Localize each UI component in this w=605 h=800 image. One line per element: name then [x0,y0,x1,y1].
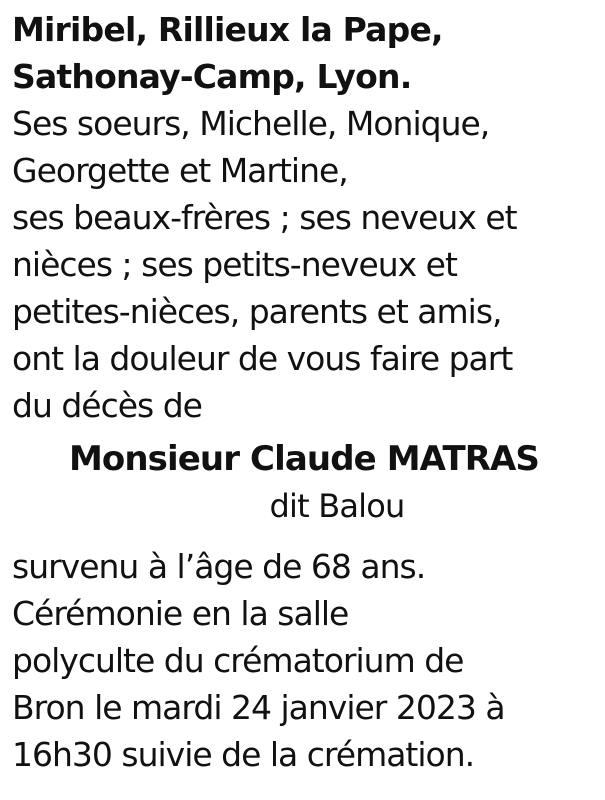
deceased-name: Monsieur Claude MATRAS [68,439,540,479]
details-line: Bron le mardi 24 janvier 2023 à [12,688,505,727]
obituary-notice [12,6,602,778]
family-line: ses beaux-frères ; ses neveux et [12,198,517,237]
details-line: Cérémonie en la salle [12,594,349,633]
deceased-nickname: dit Balou [269,487,405,525]
details-line: 16h30 suivie de la crémation. [12,735,475,774]
family-line: petites-nièces, parents et amis, [12,292,502,331]
family-line: Georgette et Martine, [12,151,348,190]
header-places-line-2: Sathonay-Camp, Lyon. [12,57,412,96]
family-line: du décès de [12,386,202,425]
details-line: polyculte du crématorium de [12,641,464,680]
header-places-line-1: Miribel, Rillieux la Pape, [12,10,443,49]
family-line: Ses soeurs, Michelle, Monique, [12,104,490,143]
section-spacer [12,529,602,543]
family-line: ont la douleur de vous faire part [12,339,513,378]
family-line: nièces ; ses petits-neveux et [12,245,457,284]
details-line: survenu à l’âge de 68 ans. [12,547,426,586]
